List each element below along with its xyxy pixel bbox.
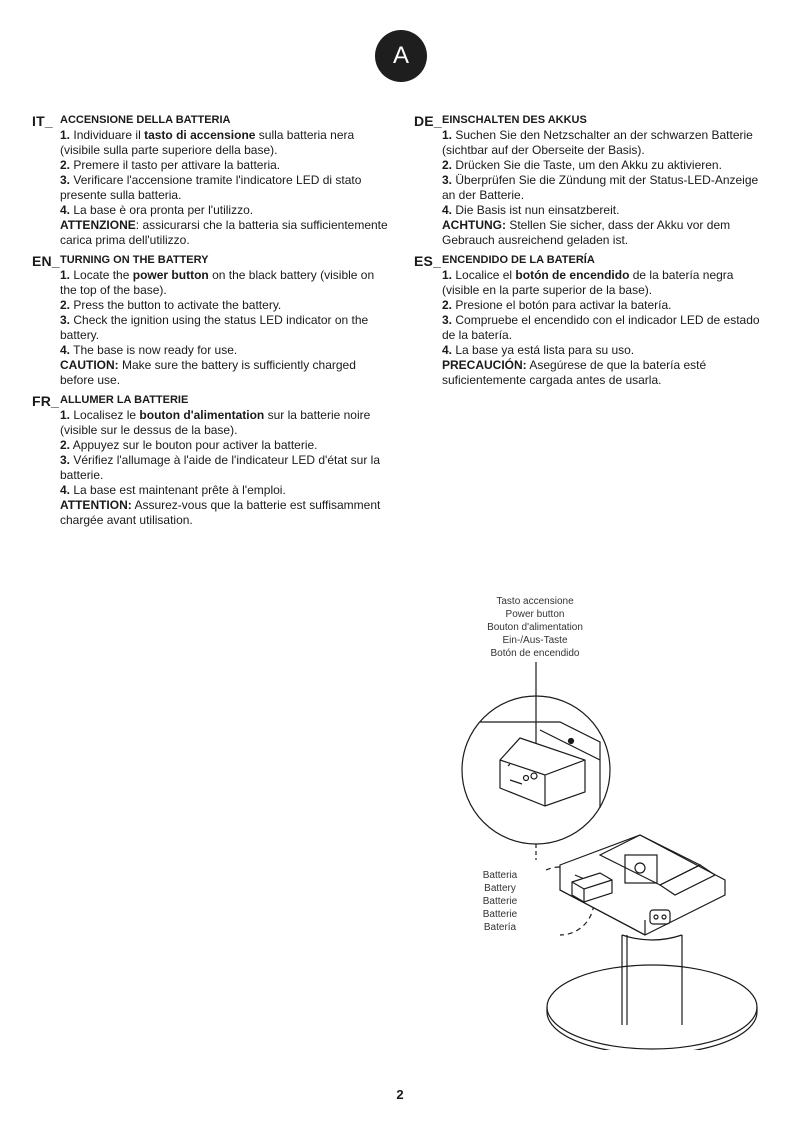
section-it (32, 113, 390, 248)
warning: ATTENTION: Assurez-vous que la batterie est suffisamment chargée avant utilisation. (60, 498, 381, 527)
section-title: ENCENDIDO DE LA BATERÍA (442, 254, 595, 266)
step-1: 1. Localisez le bouton d'alimentation sur la batterie noire (visible sur le dessus de la base). (60, 408, 371, 437)
section-title: TURNING ON THE BATTERY (60, 254, 209, 266)
language-code: EN_ (32, 253, 60, 269)
page-number: 2 (396, 1087, 404, 1102)
step-4: 4. Die Basis ist nun einsatzbereit. (442, 203, 620, 217)
section-title: ACCENSIONE DELLA BATTERIA (60, 114, 231, 126)
step-4: 4. La base ya está lista para su uso. (442, 343, 635, 357)
language-code: FR_ (32, 393, 60, 409)
language-code: ES_ (414, 253, 442, 269)
step-3: 3. Vérifiez l'allumage à l'aide de l'indicateur LED d'état sur la batterie. (60, 453, 381, 482)
battery-zoom (500, 738, 585, 806)
section-es (414, 253, 772, 388)
step-2: 2. Drücken Sie die Taste, um den Akku zu aktivieren. (442, 158, 722, 172)
section-title: EINSCHALTEN DES AKKUS (442, 114, 587, 126)
step-2: 2. Appuyez sur le bouton pour activer la batterie. (60, 438, 318, 452)
step-3: 3. Überprüfen Sie die Zündung mit der Status-LED-Anzeige an der Batterie. (442, 173, 759, 202)
step-3: 3. Verificare l'accensione tramite l'indicatore LED di stato presente sulla batteria. (60, 173, 362, 202)
section-de (414, 113, 772, 248)
step-4: 4. La base est maintenant prête à l'emploi. (60, 483, 286, 497)
battery-label: Batteria Battery Batterie Batterie Batería (482, 870, 518, 933)
language-code: DE_ (414, 113, 442, 129)
power-button-label: Tasto accensione Power button Bouton d'alimentation Ein-/Aus-Taste Botón de encendido (487, 596, 583, 659)
section-fr (32, 393, 390, 528)
section-title: ALLUMER LA BATTERIE (60, 394, 189, 406)
battery-base-illustration (450, 590, 790, 1050)
step-1: 1. Locate the power button on the black battery (visible on the top of the base). (60, 268, 375, 297)
step-2: 2. Presione el botón para activar la batería. (442, 298, 672, 312)
language-code: IT_ (32, 113, 53, 129)
column (622, 935, 682, 1025)
step-2: 2. Press the button to activate the battery. (60, 298, 282, 312)
round-foot (547, 965, 757, 1049)
warning: CAUTION: Make sure the battery is sufficiently charged before use. (60, 358, 356, 387)
step-1: 1. Localice el botón de encendido de la batería negra (visible en la parte superior de la base). (442, 268, 734, 297)
step-1: 1. Individuare il tasto di accensione sulla batteria nera (visibile sulla parte superiore della base). (60, 128, 355, 157)
step-3: 3. Check the ignition using the status LED indicator on the battery. (60, 313, 369, 342)
warning: ACHTUNG: Stellen Sie sicher, dass der Akku vor dem Gebrauch ausreichend geladen ist. (442, 218, 731, 247)
section-en (32, 253, 390, 388)
step-3: 3. Compruebe el encendido con el indicador LED de estado de la batería. (442, 313, 760, 342)
step-2: 2. Premere il tasto per attivare la batteria. (60, 158, 281, 172)
step-1: 1. Suchen Sie den Netzschalter an der schwarzen Batterie (sichtbar auf der Oberseite der Basis). (442, 128, 753, 157)
step-4: 4. La base è ora pronta per l'utilizzo. (60, 203, 254, 217)
warning: ATTENZIONE: assicurarsi che la batteria sia sufficientemente carica prima dell'utilizzo. (60, 218, 388, 247)
warning: PRECAUCIÓN: Asegúrese de que la batería esté suficientemente cargada antes de usarla. (442, 358, 707, 387)
step-4: 4. The base is now ready for use. (60, 343, 238, 357)
section-badge: A (375, 30, 427, 82)
